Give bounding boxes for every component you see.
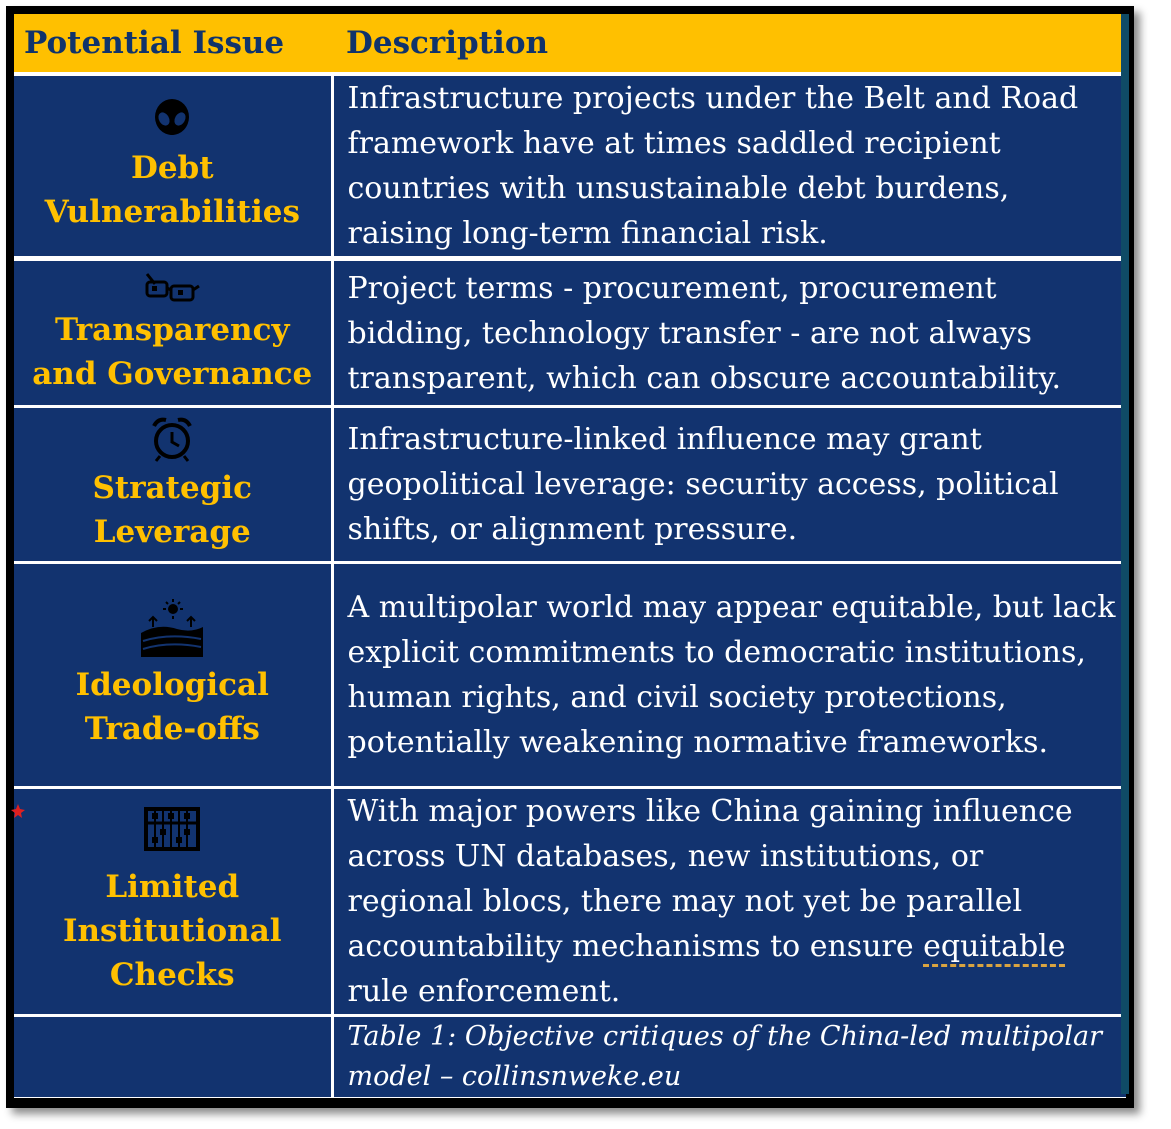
red-star-mark-icon	[10, 803, 26, 819]
table-row	[14, 788, 1126, 1016]
description-underlined-word: equitable	[923, 929, 1066, 964]
table-frame	[6, 6, 1134, 1108]
issue-label-line1: Transparency	[55, 312, 290, 348]
issue-cell	[14, 407, 332, 563]
farm-field-icon	[139, 599, 205, 659]
abacus-icon	[144, 807, 200, 851]
description-text-end: rule enforcement.	[347, 974, 621, 1009]
table-row	[14, 407, 1126, 563]
description-cell: A multipolar world may appear equitable, but lack explicit commitments to democratic institutions, human rights, and civil society protections, potentially weakening normative frameworks.	[332, 563, 1126, 788]
issue-cell	[14, 788, 332, 1016]
alien-head-icon	[152, 98, 192, 142]
table-row	[14, 74, 1126, 259]
issue-label-line1: Limited	[105, 868, 240, 905]
table-caption: Table 1: Objective critiques of the China-led multipolar model – collinsnweke.eu	[332, 1016, 1126, 1098]
issue-label-line3: Checks	[109, 956, 235, 993]
description-cell: Infrastructure-linked influence may grant geopolitical leverage: security access, political shifts, or alignment pressure.	[332, 407, 1126, 563]
description-cell	[332, 788, 1126, 1016]
table-row	[14, 259, 1126, 407]
issue-cell	[14, 563, 332, 788]
table-container	[14, 14, 1126, 1098]
description-cell: Project terms - procurement, procurement bidding, technology transfer - are not always transparent, which can obscure accountability.	[332, 259, 1126, 407]
caption-empty-cell	[14, 1016, 332, 1098]
header-potential-issue: Potential Issue	[14, 14, 332, 74]
issue-cell	[14, 259, 332, 407]
frame-edge-strip	[1121, 14, 1129, 1094]
issue-label-line2: Trade-offs	[84, 711, 260, 747]
critiques-table	[14, 14, 1126, 1097]
issue-label-line2: Vulnerabilities	[44, 194, 300, 230]
caption-row	[14, 1016, 1126, 1098]
issue-label-line1: Debt	[130, 150, 214, 186]
3d-glasses-icon	[143, 270, 201, 304]
issue-cell	[14, 74, 332, 259]
issue-label-line2: and Governance	[32, 356, 313, 392]
issue-label-line1: Ideological	[75, 667, 269, 703]
description-cell: Infrastructure projects under the Belt and Road framework have at times saddled recipient countries with unsustainable debt burdens, raising long-term financial risk.	[332, 74, 1126, 259]
table-row	[14, 563, 1126, 788]
issue-label-line1: Strategic	[92, 469, 252, 506]
description-text: With major powers like China gaining influence across UN databases, new institutions, or regional blocs, there may not yet be parallel accountability mechanisms to ensure	[347, 794, 1073, 964]
issue-label-line2: Leverage	[93, 513, 251, 550]
alarm-clock-icon	[150, 416, 194, 462]
header-row	[14, 14, 1126, 74]
header-description: Description	[332, 14, 1126, 74]
issue-label-line2: Institutional	[62, 912, 282, 949]
